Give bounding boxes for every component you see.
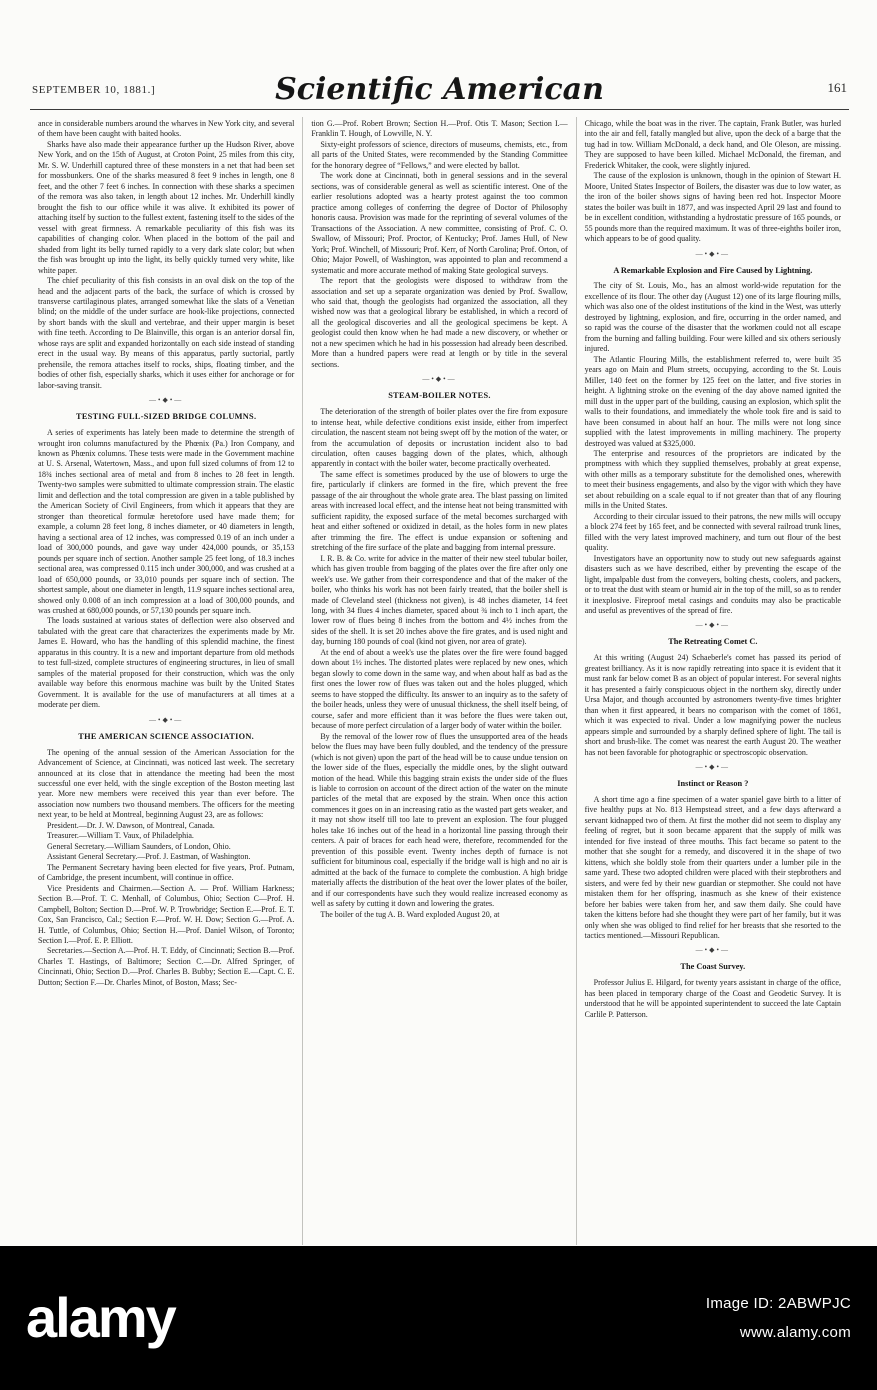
header-rule [30, 109, 849, 110]
article-paragraph: The enterprise and resources of the proprietors are indicated by the promptness with which they supplied themselves, probably at great expense, with other mills as a temporary substitute for the demolished ones, wherewith to meet their business engagements, and also by the vigor with which they have set about rebuilding on a scale equal to if not greater than that of any flouring mills in the United States. [584, 448, 841, 511]
article-paragraph: Chicago, while the boat was in the river. The captain, Frank Butler, was hurled into the air and fell, fatally mangled but alive, upon the deck of a barge that the tug had in tow. William McDonald, a deck hand, and Ole Oleson, are missing. They are supposed to have been killed. Michael McDonald, the fireman, and Frederick Whitaker, the cook, were slightly injured. [584, 119, 841, 170]
article-paragraph: The same effect is sometimes produced by the use of blowers to urge the fire, particularly if clinkers are formed in the fire, which prevent the free passage of the air throughout the whole grate area. The blast passing on limited areas with increased local effect, and the intense heat not being transmitted with sufficient rapidity, the exposed surface of the metal becomes surcharged with heat and either softened or oxidized in detail, as the holes form in new plates after trimming the fire. The effect is undue expansion or softening and stretching of the fire surface of the plate and bagging from internal pressure. [311, 469, 568, 553]
article-paragraph: According to their circular issued to their patrons, the new mills will occupy a block 274 feet by 165 feet, and be connected with several railroad trunk lines, filled with the very latest improved machinery, and turn out flour of the best quality. [584, 511, 841, 553]
issue-date: SEPTEMBER 10, 1881.] [32, 84, 156, 96]
article-heading: TESTING FULL-SIZED BRIDGE COLUMNS. [76, 412, 257, 422]
article-divider-ornament: —•◆•— [149, 715, 184, 724]
article-paragraph: ance in considerable numbers around the wharves in New York city, and several of them have been caught with baited hooks. [38, 119, 295, 139]
article-paragraph: Vice Presidents and Chairmen.—Section A. — Prof. William Harkness; Section B.—Prof. T. C. Menhall, of Columbus, Ohio; Section C—Prof. H. Campbell, Bolton; Section D.—Prof. W. P. Trowbridge; Section E.—Prof. E. T. Cox, San Francisco, Cal.; Section F.—Prof. W. H. Dow; Section G.—Prof. A. H. Tuttle, of Columbus, Ohio; Section H.—Prof. Daniel Wilson, of Toronto; Section I.—Prof. E. P. Elliott. [38, 883, 295, 945]
article-paragraph: The Permanent Secretary having been elected for five years, Prof. Putnam, of Cambridge, the present incumbent, will continue in office. [38, 862, 295, 883]
article-paragraph: The work done at Cincinnati, both in general sessions and in the several sections, was of considerable general as well as scientific interest. One of the earlier resolutions adopted was a hearty protest against the too common practice among colleges of conferring the degree of Doctor of Philosophy honoris causa. Provision was made for the reprinting of several volumes of the Transactions of the Association. A new committee, consisting of Prof. C. O. Swallow, of Missouri; Prof. Proctor, of Kentucky; Prof. James Hull, of New York; Prof. Winchell, of Missouri; Prof. Kerr, of North Carolina; Prof. Orton, of Ohio; Major Powell, of Washington, was appointed to plan and recommend a systematic and more accurate method of making State geological surveys. [311, 171, 568, 275]
page-header [30, 66, 849, 107]
article-paragraph: The boiler of the tug A. B. Ward exploded August 20, at [320, 909, 500, 919]
alamy-logo: alamy [26, 1286, 175, 1349]
article-divider-ornament: —•◆•— [422, 375, 457, 384]
article-paragraph: The report that the geologists were disposed to withdraw from the association and set up a separate organization was denied by Prof. Swallow, who said that, though the geologists had organized the association, all they wished now was that a geological library be established, in which a record of all the geological discoveries and all the geological specimens be kept. A geologist could then know when he had made a new discovery, or whether or not a new specimen which he had in his possession had already been described. More than a hundred papers were read at length or by title in the several sections. [311, 276, 568, 369]
article-divider-ornament: —•◆•— [149, 396, 184, 405]
article-paragraph: The city of St. Louis, Mo., has an almost world-wide reputation for the excellence of its flour. The other day (August 12) one of its large flouring mills, which was also one of the oldest institutions of the kind in the West, was utterly destroyed by lightning, explosion, and fire, occurring in the order named, and so rapid was the course of the disaster that the workmen could not all escape from the burning and falling building. Four were killed and six others seriously injured. [584, 281, 841, 354]
article-paragraph: Sharks have also made their appearance further up the Hudson River, above New York, and on the 15th of August, at Croton Point, 25 miles from this city, Mr. S. W. Underhill captured three of these monsters in a net that had been set for mossbunkers. One of the sharks measured 8 feet 9 inches in length, one 8 feet, and the other 7 feet 6 inches. In connection with these sharks a specimen of the remora was also taken, in length about 12 inches. Mr. Underhill kindly brought the fish to our office while it was alive. It exhibited its power of attaching itself by suction to the fullest extent, fastening itself to the sides of the vessel with great firmness. A remarkable peculiarity of this fish was its capabilities of changing color. When placed in the bottom of the pail and shaded from light its belly turned rapidly to a very dark slate color; but when the fish was brought up into the light, its belly quickly turned very white, like white paper. [38, 139, 295, 275]
page-number: 161 [827, 80, 847, 95]
article-paragraph: At the end of about a week's use the plates over the fire were found bagged down about 1½ inches. The distorted plates were replaced by new ones, which began slowly to come down in the same way, and when about half as bad as the first ones the lower row of flues was taken out and the holes plugged, which seems to have stopped the difficulty. Its answer to an inquiry as to the safety of the boiler heads, unless they were of unusual thickness, the shell itself being, of course, safer and more efficient than it was before the flues were taken out, because of more perfect circulation of a larger body of water within the boiler. [311, 647, 568, 731]
article-paragraph: Assistant General Secretary.—Prof. J. Eastman, of Washington. [47, 852, 251, 862]
column-middle [302, 117, 575, 1245]
article-paragraph: President.—Dr. J. W. Dawson, of Montreal, Canada. [47, 820, 215, 830]
article-paragraph: The opening of the annual session of the American Association for the Advancement of Science, at Cincinnati, was noticed last week. The secretary announced at its close that in attendance the meeting had been the most successful one ever held, with the single exception of the Boston meeting last year. More new members were received this year than ever before. The association now numbers two thousand members. The officers for the meeting next year, to be held at Montreal, beginning August 23, are as follows: [38, 747, 295, 820]
article-subheading: Instinct or Reason ? [677, 779, 749, 789]
article-paragraph: General Secretary.—William Saunders, of London, Ohio. [47, 841, 231, 851]
article-paragraph: By the removal of the lower row of flues the unsupported area of the heads below the flues may have been fully doubled, and the tendency of the pressure (which is not given) upon the part of the head will be to cause undue tension on the lower side of the flues, especially the middle ones, by the slight outward motion of the head. While this bagging strain exists the under side of the flues is liable to corrosion on account of the direct action of the water on the minute particles of the metal that are exposed by the strain. When once this action commences it goes on in an increasing ratio as the wasted part gets weaker, and it may not show itself till too late to prevent an explosion. The four plugged holes take 16 inches out of the head in a horizontal line passing through their centers. A pair of braces for each head were, therefore, recommended for the prevention of this possible event. Twenty inches depth of furnace is not sufficient for bituminous coal, especially if the bridge wall is high and no air is admitted at the back of the furnace to complete the combustion. A high bridge materially affects the distribution of the heat over the lower plates of the boiler, and if our correspondents have such they would realize increased economy as well as safety by cutting it down and lowering the grates. [311, 731, 568, 909]
article-paragraph: The chief peculiarity of this fish consists in an oval disk on the top of the head and the adjacent parts of the back, the surface of which is crossed by transverse cartilaginous plates, arranged somewhat like the slats of a Venetian blind; on the middle of the under surface are hook-like projections, connected by short bands with the skull and vertebrae, and their upper margin is beset with fine teeth. According to De Blainville, this organ is an anterior dorsal fin, whose rays are split and expanded horizontally on each side instead of standing erect in the usual way. By means of this apparatus, partly suctorial, partly prehensile, the remora attaches itself to rocks, ships, floating timber, and the bodies of other fish, especially sharks, which it uses either for anchorage or for labor-saving transit. [38, 276, 295, 390]
article-paragraph: Investigators have an opportunity now to study out new safeguards against disasters such as we have described, either by preventing the escape of the light, impalpable dust from the conveyers, bolting chests, coolers, and packers, or to treat the dust with steam or humid air in the top of the mill, so as to render it inexplosive. Fireproof metal casings and conduits may also be practicable and useful as preventives of the spread of fire. [584, 553, 841, 616]
article-heading: STEAM-BOILER NOTES. [388, 391, 491, 401]
article-divider-ornament: —•◆•— [695, 249, 730, 258]
article-paragraph: Professor Julius E. Hilgard, for twenty years assistant in charge of the office, has been placed in temporary charge of the Coast and Geodetic Survey. It is understood that he will be appointed superintendent to succeed the late Captain Carlile P. Patterson. [584, 978, 841, 1019]
watermark-info [706, 1295, 851, 1341]
article-paragraph: The deterioration of the strength of boiler plates over the fire from exposure to intense heat, while defective conditions exist inside, either from imperfect circulation, the nascent steam not being swept off by the motion of the water, or from the accumulation of deposits or incrustation incident also to bad circulation, often causes bagging down of the plates, which, although apparently in contact with the boiler water, become practically overheated. [311, 407, 568, 469]
article-paragraph: The Atlantic Flouring Mills, the establishment referred to, were built 35 years ago on Main and Plum streets, occupying, according to the St. Louis Miller, 140 feet on the former by 125 feet on the latter, and five stories in height. A lightning stroke on the evening of the day above named ignited the mill dust in the upper part of the building, causing an explosion, which split the walls to their foundations, and immediately the whole took fire and is said to have been consumed in about half an hour. The mills were not long since supplied with the latest improvements in milling machinery. The property destroyed was valued at $325,000. [584, 354, 841, 448]
article-paragraph: The loads sustained at various states of deflection were also observed and tabulated with the great care that characterizes the experiments made by Mr. James E. Howard, who has the handling of this splendid machine, the finest apparatus in this country. It is a new and important departure from old methods to test full-sized, complete structures of engineering structures, in lieu of small samples of the material proposed for their construction, which was the only available way before this enormous machine was built by the United States Government. It is available for the use of manufacturers at all times at a moderate per diem. [38, 616, 295, 710]
article-paragraph: Secretaries.—Section A.—Prof. H. T. Eddy, of Cincinnati; Section B.—Prof. Charles T. Hastings, of Baltimore; Section C.—Dr. Alfred Springer, of Cincinnati, Ohio; Section D.—Prof. Charles B. Bubby; Section E.—Capt. C. E. Dutton; Section F.—Dr. Charles Minot, of Boston, Mass; Sec- [38, 946, 295, 987]
column-left [30, 117, 302, 1245]
alamy-watermark-bar [0, 1246, 877, 1390]
article-paragraph: tion G.—Prof. Robert Brown; Section H.—Prof. Otis T. Mason; Section I.—Franklin T. Hough, of Lowville, N. Y. [311, 119, 568, 139]
article-subheading: The Coast Survey. [680, 962, 746, 972]
masthead-title: Scientific American [275, 72, 604, 107]
article-paragraph: A short time ago a fine specimen of a water spaniel gave birth to a litter of five healthy pups at No. 813 Hempstead street, and a few days afterward a servant kidnapped two of them. At first the mother did not seem to display any feeling of regret, but it soon became apparent that the supply of milk was intended for five instead of three mouths. This fact became so patent to the mother that she sought for a remedy, and discovered it in the shape of two kittens, which she boldly stole from their quarters under a lumber pile in the same yard. These two adopted children were placed with their stepbrothers and sisters, and were fed by their new guardian or stepmother. She could not have mistaken them for her offspring, inasmuch as she knew of their existence before her babies were taken from her, and saw them daily. She could have taken the kittens before had she thought they were part of her family, but it was only when she was obliged to find relief for her breasts that she resorted to the tactics mentioned.—Missouri Republican. [584, 794, 841, 940]
image-id-label: Image ID: 2ABWPJC [705, 1295, 851, 1312]
article-subheading: A Remarkable Explosion and Fire Caused by Lightning. [613, 265, 813, 275]
article-paragraph: The cause of the explosion is unknown, though in the opinion of Stewart H. Moore, United States Inspector of Boilers, the disaster was due to low water, as the iron of the boiler shows signs of having been red hot. Inspector Moore states the boiler was built in 1877, and was inspected April 29 last and found to be in excellent condition, withstanding a hydrostatic pressure of 165 pounds, or 55 pounds more than the required maximum. It was of three-eighths boiler iron, which appears to be of good quality. [584, 171, 841, 244]
column-right [576, 117, 849, 1245]
article-divider-ornament: —•◆•— [695, 621, 730, 630]
article-paragraph: Sixty-eight professors of science, directors of museums, chemists, etc., from all parts of the United States, were recommended by the Standing Committee for the honorary degree of “Fellows,” and were elected by ballot. [311, 139, 568, 170]
article-columns [30, 117, 849, 1245]
article-paragraph: I. R. B. & Co. write for advice in the matter of their new steel tubular boiler, which has given trouble from bagging of the plates over the fire after only one week's use. We gather from their correspondence and that of the maker of the boiler, who thinks his work has not been fairly treated, that the boiler shell is made of Cleveland steel (thickness not given), is 48 inches diameter, 14 feet long, with 34 flues 4 inches diameter, spaced about ¾ inch to 1 inch apart, the lower row of flues being 8 inches from the bottom and 4½ inches from the sides of the shell. It is set 20 inches above the fire grates, and is used night and day, burning 180 pounds of coal (kind not given, nor area of grate). [311, 553, 568, 647]
article-heading: THE AMERICAN SCIENCE ASSOCIATION. [78, 731, 255, 741]
article-paragraph: A series of experiments has lately been made to determine the strength of wrought iron columns manufactured by the Phœnix (Pa.) Iron Company, and known as Phœnix columns. These tests were made in the Government machine at U. S. Arsenal, Watertown, Mass., and upon full sized columns of from 12 to 18¾ inches sectional area of metal and from 8 inches to 28 feet in length. Twenty-two samples were submitted to ultimate compression strain. The elastic limit and deflection and the total compression are given in a table published by the American Society of Civil Engineers, from which it appears that they are stronger than theoretical formulæ heretofore used have made them; for example, a column 28 feet long, 8 inches diameter, or 40 diameters in length, having a sectional area of 12 inches, was compressed 0.19 of an inch under a load of 300,000 pounds, and gave way under 424,000 pounds, or 35,153 pounds per square inch of section. Another sample 25 feet long, of 18.3 inches sectional area, was compressed 0.115 inch under 300,000, and was crushed at a load of 650,000 pounds, or 33,010 pounds per square inch of section. The shortest sample, about one diameter in length, 11.9 square inches sectional area, showed only 0.008 of an inch compression at a load of 300,000 pounds, and was crushed at 680,000 pounds, or 57,130 pounds per square inch. [38, 428, 295, 616]
alamy-url: www.alamy.com [739, 1324, 851, 1341]
article-paragraph: Treasurer.—William T. Vaux, of Philadelphia. [47, 831, 194, 841]
article-paragraph: At this writing (August 24) Schaeberle's comet has passed its period of greatest brilliancy. As it is now rapidly retreating into space it is evident that it must rank far below comet B as an object of popular interest. For several nights it has presented a fairly conspicuous object in the northern sky, directly under Ursa Major, and though accounted by astronomers twenty-five times brighter than when it first appeared, it bears no comparison with the comet of 1861, which it was expected to rival. Under a low magnifying power the nucleus appears simple and surrounded by a sharply defined sphere of light. The tail is short and brush-like. The comet was nearest the earth August 20. The weather has not been favorable for photographic or spectroscopic observation. [584, 653, 841, 757]
article-divider-ornament: —•◆•— [695, 763, 730, 772]
article-subheading: The Retreating Comet C. [668, 637, 758, 647]
article-divider-ornament: —•◆•— [695, 946, 730, 955]
